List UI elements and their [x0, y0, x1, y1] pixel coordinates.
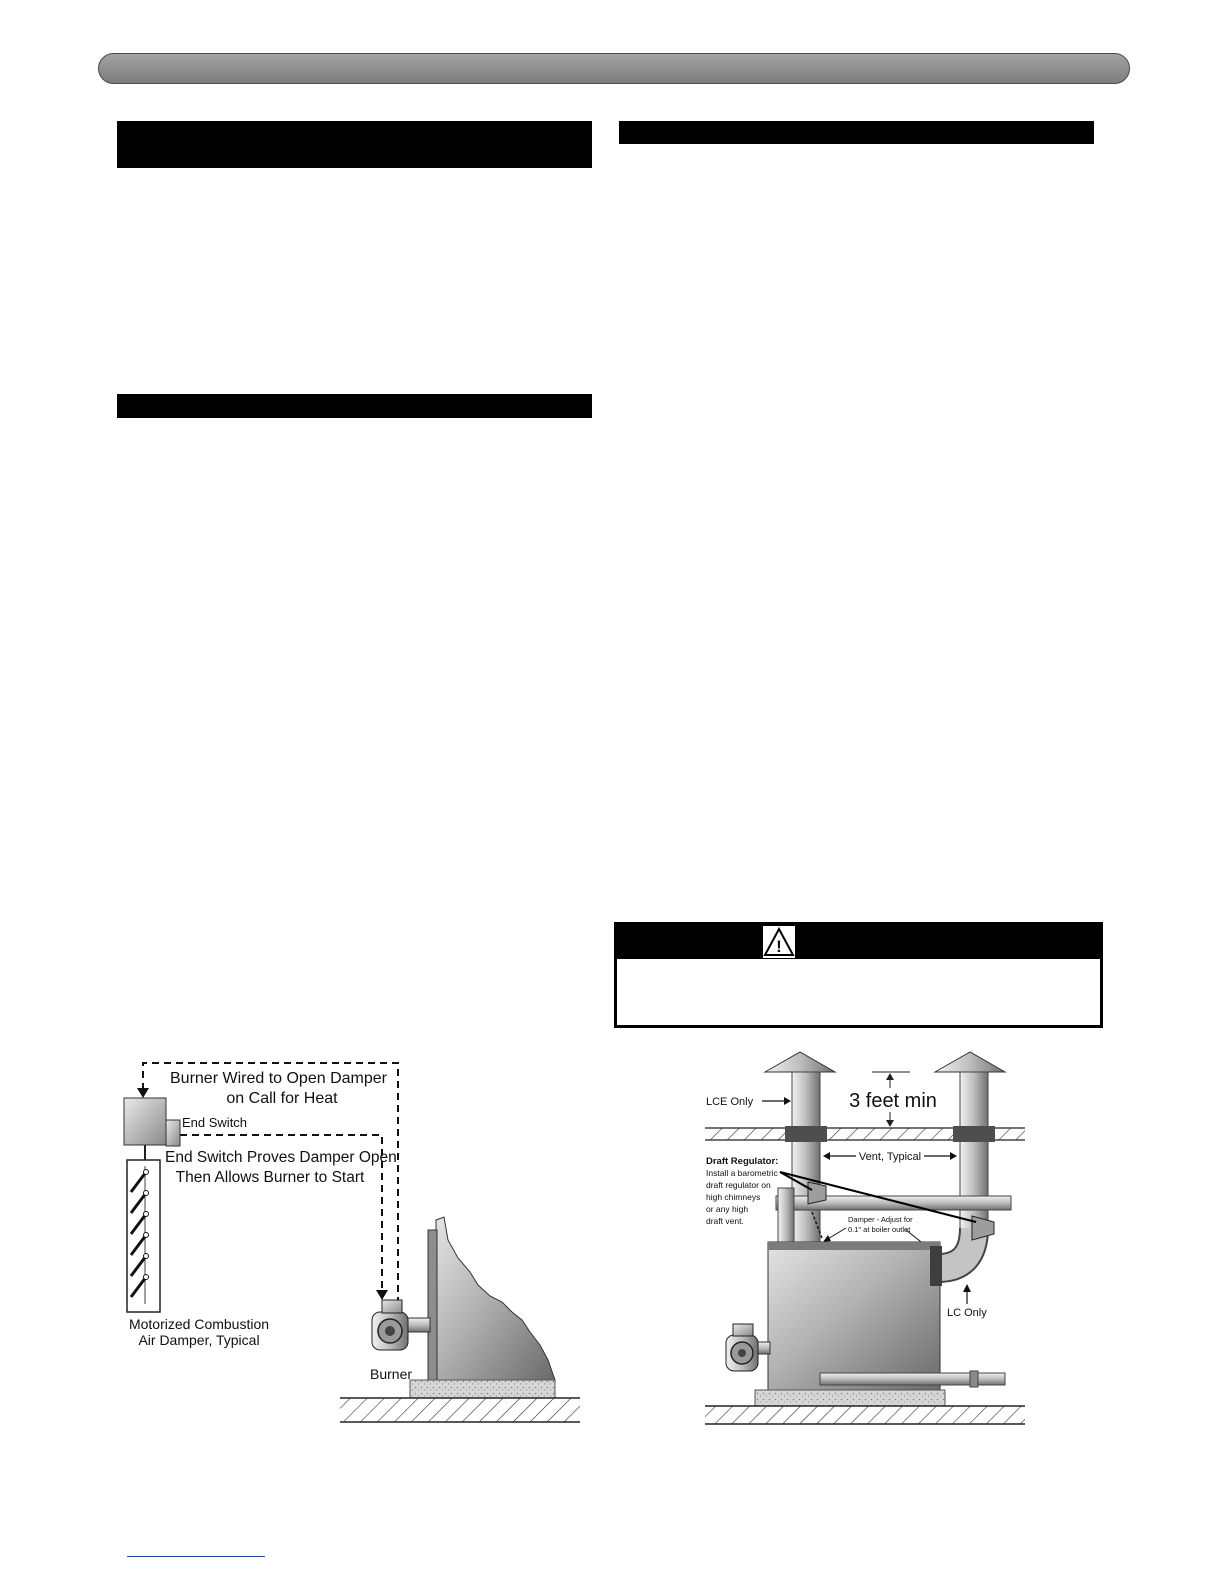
arrow-down-icon: [886, 1120, 894, 1127]
draft-regulator-left: [808, 1182, 826, 1204]
lc-only-label: LC Only: [947, 1307, 987, 1319]
arrow-left-icon: [823, 1152, 830, 1160]
ceiling-collar-left: [785, 1126, 827, 1142]
damper-adjust-label-line1: Damper - Adjust for: [848, 1215, 913, 1224]
end-switch-proves-label-line2: Then Allows Burner to Start: [175, 1169, 365, 1186]
burner-hub: [738, 1349, 746, 1357]
damper-wiring-diagram: [115, 1050, 590, 1430]
footer-link-underline: [127, 1556, 265, 1557]
ceiling-collar-right: [953, 1126, 995, 1142]
draft-regulator-title: Draft Regulator:: [706, 1156, 779, 1167]
boiler-front-plate: [428, 1230, 437, 1380]
warning-icon-glyph: !: [776, 937, 782, 956]
arrow-up-icon: [886, 1073, 894, 1080]
connector-pipe: [778, 1188, 794, 1244]
blade-pivot: [144, 1275, 149, 1280]
page-header-bar: [98, 53, 1130, 84]
blade-pivot: [144, 1233, 149, 1238]
section-heading-bar-left: [117, 121, 592, 168]
boiler-base-pad: [755, 1390, 945, 1406]
burner-label: Burner: [370, 1366, 413, 1382]
draft-regulator-line: draft vent.: [706, 1216, 744, 1226]
burner-control-box: [733, 1324, 753, 1336]
boiler-flue-outlet: [930, 1246, 942, 1286]
boiler-cutaway: [436, 1217, 555, 1380]
lce-only-label: LCE Only: [706, 1096, 754, 1108]
draft-regulator-line: high chimneys: [706, 1192, 761, 1202]
warning-box: [614, 922, 1103, 1028]
boiler-body: [768, 1242, 940, 1390]
clearance-label: 3 feet min: [849, 1090, 937, 1112]
vent-typical-label: Vent, Typical: [858, 1151, 922, 1163]
damper-label-line2: Air Damper, Typical: [138, 1332, 260, 1348]
arrow-up-icon: [963, 1284, 971, 1292]
end-switch-label: End Switch: [182, 1115, 248, 1130]
section-heading-bar-left-2: [117, 394, 592, 418]
section-heading-bar-right: [619, 121, 1094, 144]
arrow-right-icon: [784, 1097, 791, 1105]
floor-hatch: [705, 1406, 1025, 1424]
boiler-top-edge: [768, 1242, 940, 1250]
burner-hub: [385, 1326, 395, 1336]
vent-cap-right: [935, 1052, 1005, 1072]
blade-pivot: [144, 1212, 149, 1217]
damper-adjust-label-line2: 0.1" at boiler outlet: [848, 1225, 911, 1234]
vent-cap-left: [765, 1052, 835, 1072]
end-switch-proves-label-line1: End Switch Proves Damper Open: [165, 1149, 397, 1166]
draft-regulator-line: or any high: [706, 1204, 749, 1214]
pipe-coupling: [970, 1371, 978, 1387]
arrow-down-icon: [137, 1088, 149, 1098]
warning-triangle-icon: [763, 926, 795, 958]
blade-pivot: [144, 1254, 149, 1259]
damper-label-line1: Motorized Combustion: [128, 1316, 270, 1332]
burner-wired-label-line2: on Call for Heat: [226, 1090, 338, 1107]
boiler-base-pad: [410, 1380, 555, 1398]
burner-control-box: [382, 1300, 402, 1313]
draft-regulator-line: draft regulator on: [706, 1180, 771, 1190]
damper-actuator: [124, 1098, 166, 1145]
vent-installation-diagram: [695, 1045, 1035, 1430]
burner-wired-label-line1: Burner Wired to Open Damper: [170, 1070, 387, 1087]
draft-regulator-line: Install a barometric: [706, 1168, 778, 1178]
vent-pipe-left: [792, 1072, 820, 1244]
arrow-right-icon: [950, 1152, 957, 1160]
end-switch-box: [166, 1120, 180, 1146]
floor-hatch: [340, 1398, 580, 1422]
warning-header-band: [617, 925, 1100, 959]
blade-pivot: [144, 1191, 149, 1196]
arrow-down-icon: [376, 1290, 388, 1300]
blade-pivot: [144, 1170, 149, 1175]
draft-regulator-right: [972, 1216, 994, 1240]
arrow-icon: [823, 1235, 831, 1242]
